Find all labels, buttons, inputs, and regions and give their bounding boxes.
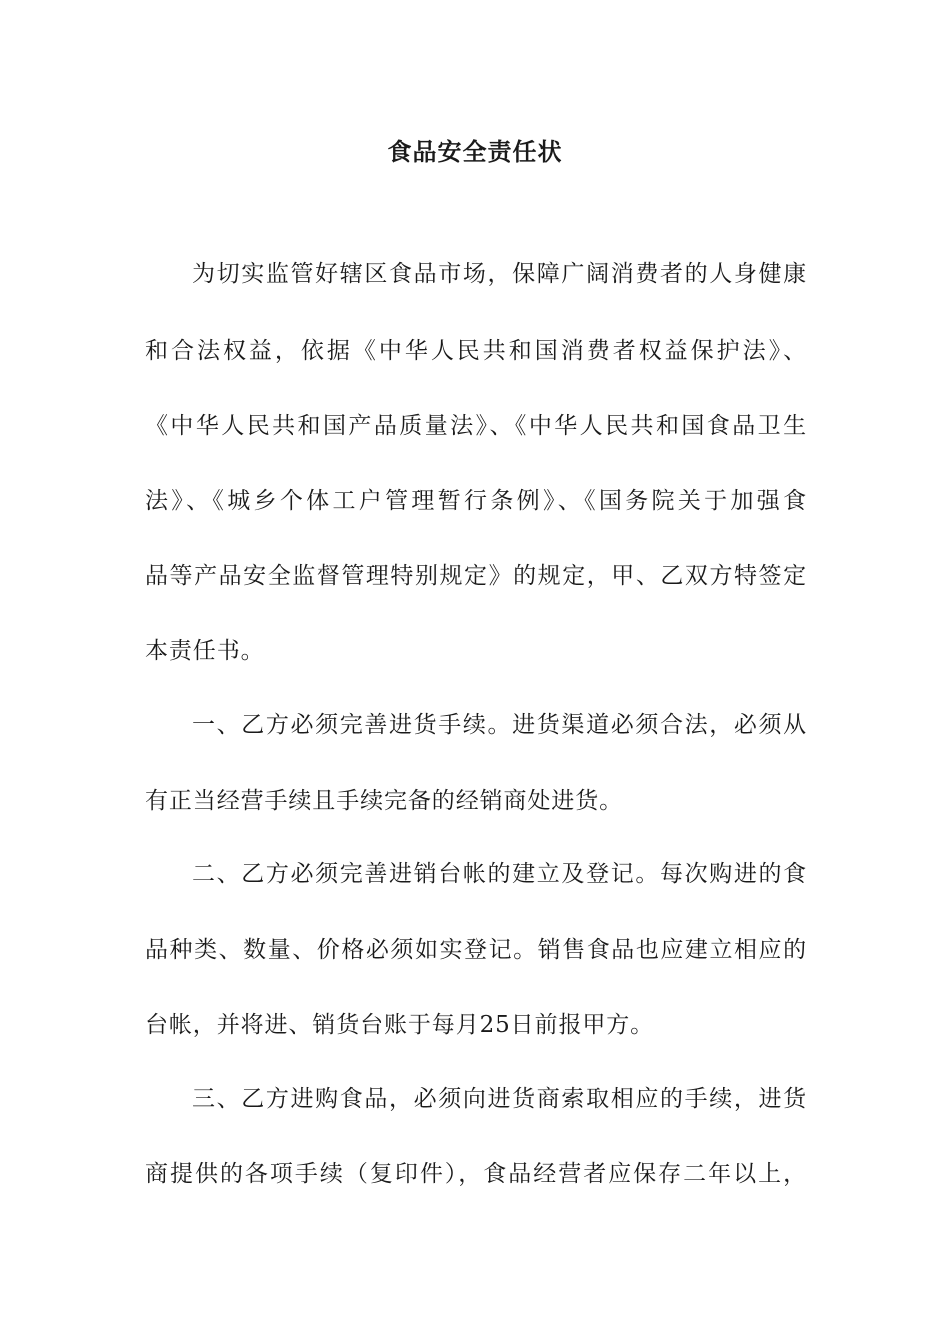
clause-1-line-1: 一、乙方必须完善进货手续。进货渠道必须合法，必须从 bbox=[192, 712, 807, 738]
clause-3-line-1: 三、乙方进购食品，必须向进货商索取相应的手续，进货 bbox=[192, 1086, 807, 1112]
clause-1-line-2: 有正当经营手续且手续完备的经销商处进货。 bbox=[145, 788, 623, 814]
clause-2-line-2: 品种类、数量、价格必须如实登记。销售食品也应建立相应的 bbox=[145, 937, 807, 963]
paragraph-1-line-5: 品等产品安全监督管理特别规定》的规定，甲、乙双方特签定 bbox=[145, 563, 807, 589]
paragraph-1-line-2: 和合法权益，依据《中华人民共和国消费者权益保护法》、 bbox=[145, 338, 807, 364]
paragraph-1-line-3: 《中华人民共和国产品质量法》、《中华人民共和国食品卫生 bbox=[145, 413, 807, 439]
clause-2-line-3: 台帐，并将进、销货台账于每月25日前报甲方。 bbox=[145, 1012, 655, 1038]
paragraph-1-line-4: 法》、《城乡个体工户管理暂行条例》、《国务院关于加强食 bbox=[145, 488, 807, 514]
paragraph-1-line-6: 本责任书。 bbox=[145, 638, 265, 664]
document-title: 食品安全责任状 bbox=[387, 138, 563, 166]
clause-2-line-1: 二、乙方必须完善进销台帐的建立及登记。每次购进的食 bbox=[192, 861, 807, 887]
clause-3-line-2: 商提供的各项手续（复印件），食品经营者应保存二年以上， bbox=[145, 1161, 807, 1187]
paragraph-1-line-1: 为切实监管好辖区食品市场，保障广阔消费者的人身健康 bbox=[192, 261, 807, 287]
